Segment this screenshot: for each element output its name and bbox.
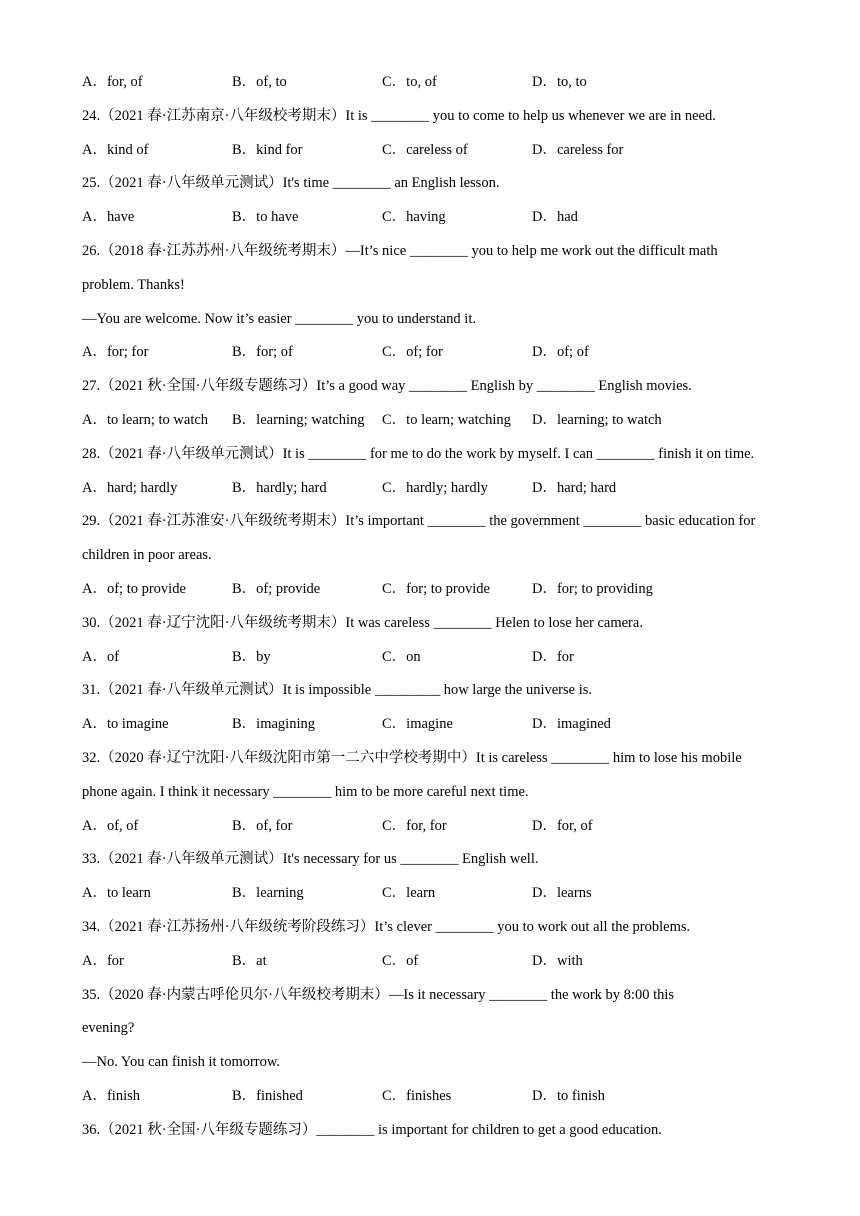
answer-option: D．careless for: [532, 141, 624, 158]
answer-option: A．for; for: [82, 344, 149, 361]
question-text: [82, 613, 802, 633]
answer-option: A．to imagine: [82, 716, 169, 733]
answer-option: B．of, to: [232, 74, 287, 90]
answer-option: B．to have: [232, 209, 299, 226]
answer-option: D．of; of: [532, 344, 589, 361]
question-text: [82, 917, 802, 937]
answer-option: D．imagined: [532, 716, 611, 733]
answer-option: A．kind of: [82, 141, 149, 158]
question-text: [82, 1052, 802, 1072]
answer-option: D．hard; hard: [532, 479, 617, 496]
answer-option: B．at: [232, 952, 267, 969]
question-text: [82, 511, 802, 531]
question-line: 30.（2021 春·辽宁沈阳·八年级统考期末）It was careless ________ Helen to lose her camera.: [82, 614, 643, 631]
answer-option: C．of; for: [382, 344, 443, 361]
answer-option: B．imagining: [232, 716, 315, 733]
question-line: phone again. I think it necessary ________ him to be more careful next time.: [82, 783, 529, 800]
answer-option: C．on: [382, 648, 421, 665]
question-line: 28.（2021 春·八年级单元测试）It is ________ for me to do the work by myself. I can ________ finish it on time.: [82, 445, 755, 462]
answer-option: B．for; of: [232, 344, 293, 361]
answer-option: C．hardly; hardly: [382, 479, 488, 496]
question-text: [82, 545, 802, 565]
question-line: 35.（2020 春·内蒙古呼伦贝尔·八年级校考期末）—Is it necessary ________ the work by 8:00 this: [82, 986, 675, 1003]
answer-option: C．for, for: [382, 817, 447, 834]
question-text: [82, 1120, 802, 1140]
question-line: children in poor areas.: [82, 547, 212, 564]
question-line: problem. Thanks!: [82, 276, 185, 293]
answer-option: A．for: [82, 952, 124, 969]
answer-option: D．for; to providing: [532, 581, 653, 597]
answer-option: D．for, of: [532, 817, 593, 834]
answer-option: B．of, for: [232, 817, 293, 834]
answer-option: B．learning: [232, 885, 304, 902]
answer-option: A．hard; hardly: [82, 479, 178, 496]
question-text: [82, 173, 802, 193]
answer-option: D．for: [532, 648, 574, 665]
answer-option: B．learning; watching: [232, 412, 365, 428]
answer-option: C．for; to provide: [382, 581, 490, 597]
question-line: 31.（2021 春·八年级单元测试）It is impossible _________ how large the universe is.: [82, 682, 593, 699]
answer-option: D．to, to: [532, 74, 587, 90]
answer-option: C．to learn; watching: [382, 412, 511, 428]
answer-option: A．to learn; to watch: [82, 412, 209, 428]
answer-option: A．to learn: [82, 885, 151, 902]
answer-option: B．kind for: [232, 141, 303, 158]
question-line: evening?: [82, 1020, 135, 1037]
answer-option: B．hardly; hard: [232, 479, 327, 496]
answer-option: A．have: [82, 209, 135, 226]
answer-option: A．of, of: [82, 817, 139, 834]
answer-option: D．with: [532, 952, 583, 969]
question-text: [82, 241, 802, 261]
question-text: [82, 782, 802, 802]
question-line: 24.（2021 春·江苏南京·八年级校考期末）It is ________ you to come to help us whenever we are in need.: [82, 107, 716, 124]
question-text: [82, 1018, 802, 1038]
question-line: —No. You can finish it tomorrow.: [82, 1054, 281, 1071]
question-text: [82, 376, 802, 396]
answer-option: C．of: [382, 952, 419, 969]
answer-option: A．of: [82, 648, 120, 665]
answer-option: C．imagine: [382, 716, 453, 733]
question-text: [82, 275, 802, 295]
question-line: 26.（2018 春·江苏苏州·八年级统考期末）—It’s nice ________ you to help me work out the difficult math: [82, 243, 718, 259]
answer-option: D．learning; to watch: [532, 412, 662, 428]
answer-option: D．learns: [532, 885, 592, 902]
question-line: —You are welcome. Now it’s easier ________ you to understand it.: [82, 310, 476, 327]
question-line: 34.（2021 春·江苏扬州·八年级统考阶段练习）It’s clever ________ you to work out all the problems.: [82, 919, 691, 935]
answer-option: B．finished: [232, 1088, 303, 1104]
answer-option: C．finishes: [382, 1088, 452, 1104]
question-text: [82, 985, 802, 1005]
answer-option: A．of; to provide: [82, 581, 186, 597]
question-line: 25.（2021 春·八年级单元测试）It's time ________ an English lesson.: [82, 175, 500, 192]
question-line: 29.（2021 春·江苏淮安·八年级统考期末）It’s important ________ the government ________ basic education for: [82, 513, 756, 530]
answer-option: C．learn: [382, 885, 436, 902]
answer-option: A．for, of: [82, 74, 143, 90]
answer-option: C．careless of: [382, 141, 468, 158]
answer-option: B．of; provide: [232, 581, 321, 597]
answer-option: D．had: [532, 209, 578, 226]
answer-option: B．by: [232, 648, 271, 665]
question-line: 36.（2021 秋·全国·八年级专题练习）________ is important for children to get a good education.: [82, 1121, 662, 1138]
question-line: 27.（2021 秋·全国·八年级专题练习）It’s a good way ________ English by ________ English movies.: [82, 378, 692, 395]
answer-option: A．finish: [82, 1088, 140, 1104]
question-text: [82, 309, 802, 329]
question-line: 33.（2021 春·八年级单元测试）It's necessary for us ________ English well.: [82, 851, 539, 868]
question-text: [82, 748, 802, 768]
question-text: [82, 106, 802, 126]
answer-option: C．having: [382, 209, 446, 226]
question-text: [82, 849, 802, 869]
question-text: [82, 680, 802, 700]
answer-option: D．to finish: [532, 1088, 605, 1104]
answer-option: C．to, of: [382, 74, 437, 90]
question-text: [82, 444, 802, 464]
question-line: 32.（2020 春·辽宁沈阳·八年级沈阳市第一二六中学校考期中）It is careless ________ him to lose his mobile: [82, 750, 742, 766]
